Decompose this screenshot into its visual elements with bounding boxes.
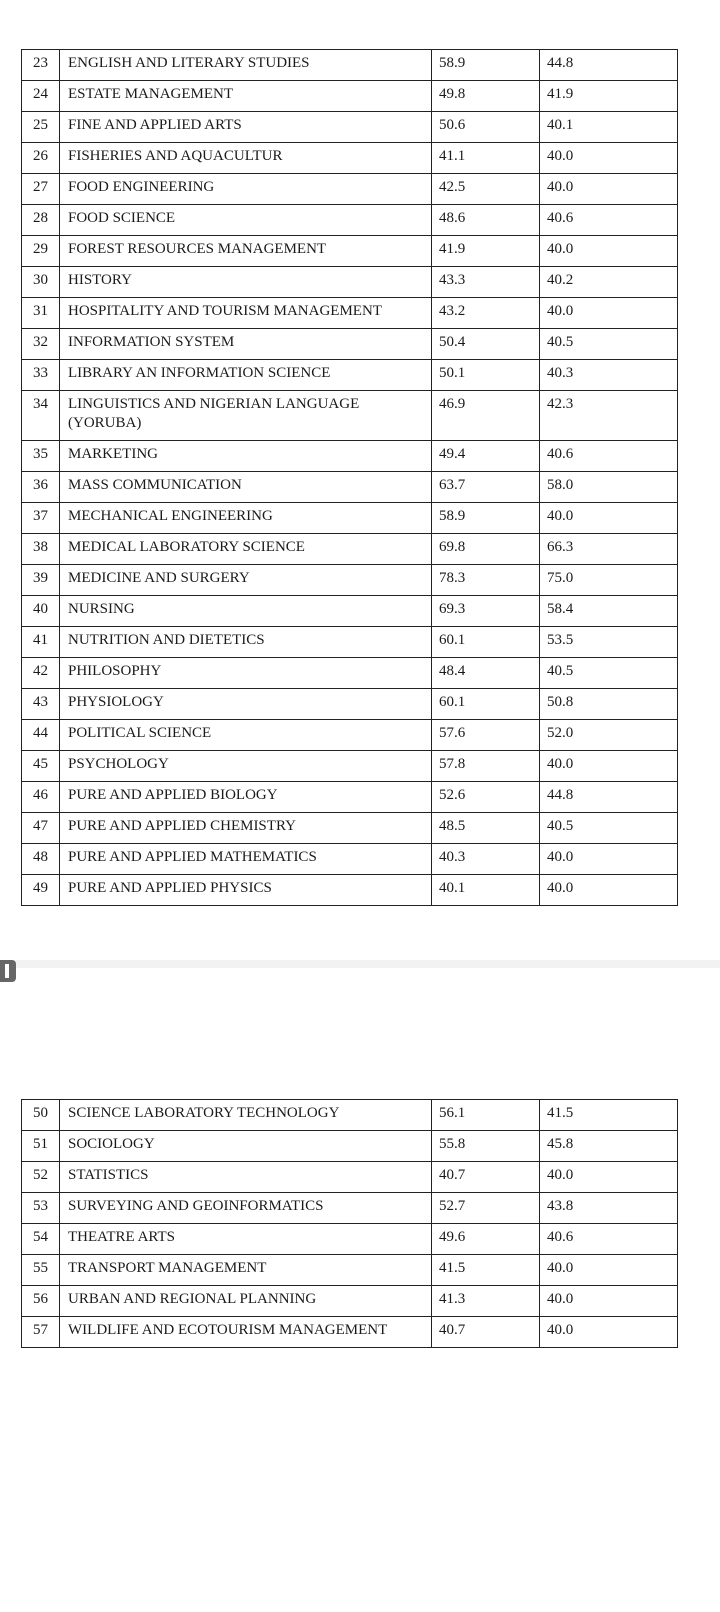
row-number: 43 — [22, 689, 60, 720]
table-row — [22, 112, 678, 143]
table-row — [22, 1224, 678, 1255]
score-b: 40.5 — [540, 329, 678, 360]
score-b: 40.1 — [540, 112, 678, 143]
row-number: 36 — [22, 472, 60, 503]
course-name: PHYSIOLOGY — [60, 689, 432, 720]
course-name: ESTATE MANAGEMENT — [60, 81, 432, 112]
table-row — [22, 236, 678, 267]
score-b: 40.5 — [540, 813, 678, 844]
score-a: 78.3 — [432, 565, 540, 596]
table-row — [22, 689, 678, 720]
table-row — [22, 360, 678, 391]
row-number: 46 — [22, 782, 60, 813]
score-b: 40.0 — [540, 298, 678, 329]
score-a: 42.5 — [432, 174, 540, 205]
table-row — [22, 81, 678, 112]
course-name: SOCIOLOGY — [60, 1131, 432, 1162]
score-b: 52.0 — [540, 720, 678, 751]
score-b: 40.5 — [540, 658, 678, 689]
score-b: 40.0 — [540, 174, 678, 205]
course-name: MEDICAL LABORATORY SCIENCE — [60, 534, 432, 565]
score-b: 40.0 — [540, 1255, 678, 1286]
course-name: FOOD SCIENCE — [60, 205, 432, 236]
score-a: 49.4 — [432, 441, 540, 472]
score-b: 44.8 — [540, 50, 678, 81]
score-a: 55.8 — [432, 1131, 540, 1162]
table-row — [22, 298, 678, 329]
score-b: 53.5 — [540, 627, 678, 658]
course-name: NURSING — [60, 596, 432, 627]
row-number: 38 — [22, 534, 60, 565]
table-row — [22, 596, 678, 627]
course-name: HOSPITALITY AND TOURISM MANAGEMENT — [60, 298, 432, 329]
score-b: 40.0 — [540, 1162, 678, 1193]
score-a: 69.8 — [432, 534, 540, 565]
row-number: 32 — [22, 329, 60, 360]
row-number: 48 — [22, 844, 60, 875]
score-a: 40.1 — [432, 875, 540, 906]
course-name: FOOD ENGINEERING — [60, 174, 432, 205]
score-b: 40.0 — [540, 875, 678, 906]
table-row — [22, 1100, 678, 1131]
score-b: 42.3 — [540, 391, 678, 441]
score-a: 50.6 — [432, 112, 540, 143]
table-row — [22, 50, 678, 81]
score-b: 75.0 — [540, 565, 678, 596]
score-b: 40.6 — [540, 205, 678, 236]
score-b: 40.0 — [540, 751, 678, 782]
score-a: 52.7 — [432, 1193, 540, 1224]
score-b: 41.5 — [540, 1100, 678, 1131]
course-name: PSYCHOLOGY — [60, 751, 432, 782]
score-a: 57.8 — [432, 751, 540, 782]
score-a: 52.6 — [432, 782, 540, 813]
score-b: 66.3 — [540, 534, 678, 565]
course-name: WILDLIFE AND ECOTOURISM MANAGEMENT — [60, 1317, 432, 1348]
course-name: FOREST RESOURCES MANAGEMENT — [60, 236, 432, 267]
table-row — [22, 1286, 678, 1317]
course-name: MASS COMMUNICATION — [60, 472, 432, 503]
row-number: 49 — [22, 875, 60, 906]
score-a: 43.3 — [432, 267, 540, 298]
row-number: 31 — [22, 298, 60, 329]
score-b: 58.4 — [540, 596, 678, 627]
score-a: 41.1 — [432, 143, 540, 174]
score-a: 48.4 — [432, 658, 540, 689]
score-b: 40.0 — [540, 1317, 678, 1348]
score-a: 60.1 — [432, 627, 540, 658]
course-name: INFORMATION SYSTEM — [60, 329, 432, 360]
score-b: 40.6 — [540, 1224, 678, 1255]
table-row — [22, 813, 678, 844]
table-row — [22, 1162, 678, 1193]
row-number: 24 — [22, 81, 60, 112]
course-name: FISHERIES AND AQUACULTUR — [60, 143, 432, 174]
row-number: 50 — [22, 1100, 60, 1131]
course-name: PHILOSOPHY — [60, 658, 432, 689]
score-a: 49.6 — [432, 1224, 540, 1255]
score-b: 44.8 — [540, 782, 678, 813]
row-number: 57 — [22, 1317, 60, 1348]
table-row — [22, 658, 678, 689]
score-a: 48.5 — [432, 813, 540, 844]
scrollbar-handle[interactable] — [0, 960, 16, 982]
score-a: 41.5 — [432, 1255, 540, 1286]
course-name: NUTRITION AND DIETETICS — [60, 627, 432, 658]
row-number: 28 — [22, 205, 60, 236]
row-number: 25 — [22, 112, 60, 143]
table-row — [22, 441, 678, 472]
table-row — [22, 1193, 678, 1224]
row-number: 51 — [22, 1131, 60, 1162]
table-row — [22, 782, 678, 813]
table-row — [22, 875, 678, 906]
score-b: 40.0 — [540, 143, 678, 174]
cutoff-table-body-page-2 — [22, 1100, 678, 1348]
row-number: 55 — [22, 1255, 60, 1286]
row-number: 29 — [22, 236, 60, 267]
score-a: 57.6 — [432, 720, 540, 751]
table-row — [22, 267, 678, 298]
course-name: PURE AND APPLIED MATHEMATICS — [60, 844, 432, 875]
score-a: 63.7 — [432, 472, 540, 503]
table-row — [22, 1317, 678, 1348]
score-a: 40.7 — [432, 1162, 540, 1193]
table-row — [22, 174, 678, 205]
score-a: 48.6 — [432, 205, 540, 236]
row-number: 42 — [22, 658, 60, 689]
score-a: 58.9 — [432, 50, 540, 81]
course-name: PURE AND APPLIED BIOLOGY — [60, 782, 432, 813]
course-name: MECHANICAL ENGINEERING — [60, 503, 432, 534]
table-row — [22, 720, 678, 751]
row-number: 52 — [22, 1162, 60, 1193]
score-b: 45.8 — [540, 1131, 678, 1162]
table-row — [22, 565, 678, 596]
row-number: 27 — [22, 174, 60, 205]
row-number: 53 — [22, 1193, 60, 1224]
score-a: 43.2 — [432, 298, 540, 329]
score-a: 40.7 — [432, 1317, 540, 1348]
score-b: 41.9 — [540, 81, 678, 112]
score-a: 58.9 — [432, 503, 540, 534]
course-name: FINE AND APPLIED ARTS — [60, 112, 432, 143]
row-number: 56 — [22, 1286, 60, 1317]
row-number: 23 — [22, 50, 60, 81]
grip-icon — [5, 964, 9, 978]
score-b: 43.8 — [540, 1193, 678, 1224]
score-b: 40.0 — [540, 236, 678, 267]
row-number: 47 — [22, 813, 60, 844]
table-row — [22, 205, 678, 236]
table-row — [22, 503, 678, 534]
row-number: 33 — [22, 360, 60, 391]
cutoff-table-page-1 — [21, 49, 678, 906]
course-name: LIBRARY AN INFORMATION SCIENCE — [60, 360, 432, 391]
table-row — [22, 472, 678, 503]
score-a: 50.1 — [432, 360, 540, 391]
row-number: 30 — [22, 267, 60, 298]
course-name: TRANSPORT MANAGEMENT — [60, 1255, 432, 1286]
row-number: 35 — [22, 441, 60, 472]
course-name: STATISTICS — [60, 1162, 432, 1193]
score-a: 41.3 — [432, 1286, 540, 1317]
course-name: SCIENCE LABORATORY TECHNOLOGY — [60, 1100, 432, 1131]
row-number: 54 — [22, 1224, 60, 1255]
score-b: 40.0 — [540, 1286, 678, 1317]
course-name: SURVEYING AND GEOINFORMATICS — [60, 1193, 432, 1224]
score-b: 40.0 — [540, 503, 678, 534]
course-name: MEDICINE AND SURGERY — [60, 565, 432, 596]
score-a: 60.1 — [432, 689, 540, 720]
row-number: 34 — [22, 391, 60, 441]
page-separator — [0, 960, 720, 1002]
course-name: THEATRE ARTS — [60, 1224, 432, 1255]
score-a: 50.4 — [432, 329, 540, 360]
row-number: 39 — [22, 565, 60, 596]
course-name: HISTORY — [60, 267, 432, 298]
course-name: POLITICAL SCIENCE — [60, 720, 432, 751]
score-b: 50.8 — [540, 689, 678, 720]
row-number: 44 — [22, 720, 60, 751]
course-name: PURE AND APPLIED CHEMISTRY — [60, 813, 432, 844]
score-a: 41.9 — [432, 236, 540, 267]
score-a: 56.1 — [432, 1100, 540, 1131]
table-row — [22, 534, 678, 565]
table-row — [22, 329, 678, 360]
course-name: URBAN AND REGIONAL PLANNING — [60, 1286, 432, 1317]
score-a: 69.3 — [432, 596, 540, 627]
table-row — [22, 1255, 678, 1286]
table-row — [22, 391, 678, 441]
score-b: 40.2 — [540, 267, 678, 298]
row-number: 37 — [22, 503, 60, 534]
score-a: 49.8 — [432, 81, 540, 112]
table-row — [22, 751, 678, 782]
score-a: 40.3 — [432, 844, 540, 875]
course-name: MARKETING — [60, 441, 432, 472]
table-row — [22, 1131, 678, 1162]
document-page-2 — [0, 1002, 720, 1612]
row-number: 41 — [22, 627, 60, 658]
row-number: 26 — [22, 143, 60, 174]
score-b: 40.3 — [540, 360, 678, 391]
table-row — [22, 627, 678, 658]
score-a: 46.9 — [432, 391, 540, 441]
row-number: 40 — [22, 596, 60, 627]
cutoff-table-page-2 — [21, 1099, 678, 1348]
score-b: 40.6 — [540, 441, 678, 472]
table-row — [22, 143, 678, 174]
score-b: 40.0 — [540, 844, 678, 875]
course-name: PURE AND APPLIED PHYSICS — [60, 875, 432, 906]
cutoff-table-body-page-1 — [22, 50, 678, 906]
table-row — [22, 844, 678, 875]
score-b: 58.0 — [540, 472, 678, 503]
course-name: ENGLISH AND LITERARY STUDIES — [60, 50, 432, 81]
course-name: LINGUISTICS AND NIGERIAN LANGUAGE (YORUBA) — [60, 391, 432, 441]
row-number: 45 — [22, 751, 60, 782]
